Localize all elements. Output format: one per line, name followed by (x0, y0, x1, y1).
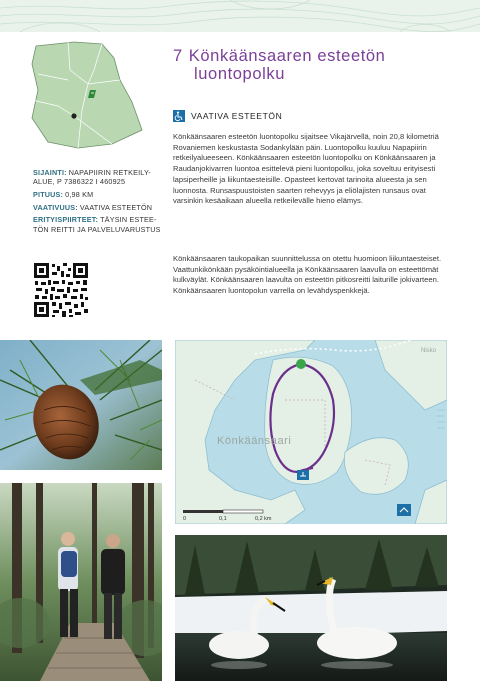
location-value-2: ALUE, P 7386322 I 460925 (33, 177, 126, 187)
hiker-left (58, 532, 78, 637)
length-row (33, 190, 168, 199)
scale-tick-0: 0 (183, 516, 187, 522)
island-land (265, 357, 352, 484)
accessible-parking-icon (297, 470, 309, 480)
hikers-on-boardwalk-photo (0, 483, 162, 681)
trail-facts (33, 168, 168, 237)
length-value: 0,98 KM (65, 189, 94, 199)
island-name-label: Könkäänsaari (217, 435, 292, 447)
region-overview-map (28, 40, 146, 152)
special-features-row (33, 215, 168, 233)
spruce-cone-photo (0, 340, 162, 470)
difficulty-badge-label: VAATIVA ESTEETÖN (191, 111, 283, 121)
special-key: ERITYISPIIRTEET: (33, 215, 99, 225)
title-line-1: Könkäänsaaren esteetön (188, 47, 386, 65)
contour-lines-decoration (0, 0, 480, 32)
description-paragraph-1: Könkäänsaaren esteetön luontopolku sijaitsee Vikajärvellä, noin 20,8 kilometriä Rovaniemen keskustasta Sodankylään päin. Luontopolku kuuluu Napapiirin retkeilyalueeseen. Könkäänsaaren esteetön luontopolku on Könkäänsaaren ja Raudanjokivarren luontoa esittelevä pieni luontopolku, joka soveltuu erityisesti lapsiperheille ja liikuntaesteisille. Opasteet kertovat tarinoita alueesta ja sen luonnosta. Runsaspuustoisten saarten rehevyys ja eliölajisten runsaus ovat varsinkin kesäaikaan alueella retkeilevälle hieno elämys. (173, 132, 439, 206)
accessible-wheelchair-icon (173, 110, 185, 122)
topographic-header-band (0, 0, 480, 32)
special-value: TÄYSIN ESTEE- (100, 215, 157, 225)
trail-start-marker (296, 359, 306, 369)
difficulty-key: VAATIVUUS: (33, 202, 78, 212)
location-row (33, 168, 168, 186)
scale-tick-2: 0,2 km (255, 516, 272, 522)
swans-photo (175, 535, 447, 681)
rovaniemi-dot (71, 113, 76, 118)
special-value-2: TÖN REITTI JA PALVELUVARUSTUS (33, 224, 161, 234)
location-key: SIJAINTI: (33, 168, 67, 177)
difficulty-badge (173, 110, 282, 122)
location-value: NAPAPIIRIN RETKEILY- (68, 168, 151, 177)
corner-place-label: Nisko (421, 348, 437, 354)
qr-code[interactable] (33, 262, 89, 318)
description-paragraph-2: Könkäänsaaren taukopaikan suunnittelussa on otettu huomioon liikuntaesteiset. Vaattunkikönkään pysäköintialueella ja Könkäänsaaren laavulla on esteettömät kulkväylät. Könkäänsaaren laavulta on esteetön pitkosreitti laiturille jokivarteen. Könkäänsaaren luontopolun varrella on levähdyspenkkejä. (173, 254, 442, 296)
length-key: PITUUS: (33, 189, 64, 199)
accessible-shelter-icon (397, 504, 411, 516)
page-title (173, 47, 463, 83)
east-islet-land (344, 438, 408, 495)
trail-number: 7 (173, 47, 183, 65)
title-line-2: luontopolku (194, 65, 286, 83)
difficulty-value: VAATIVA ESTEETÖN (79, 202, 153, 212)
difficulty-row (33, 203, 168, 212)
scale-tick-1: 0,1 (219, 516, 227, 522)
trail-map[interactable] (175, 340, 447, 524)
snow-bank (175, 591, 447, 639)
